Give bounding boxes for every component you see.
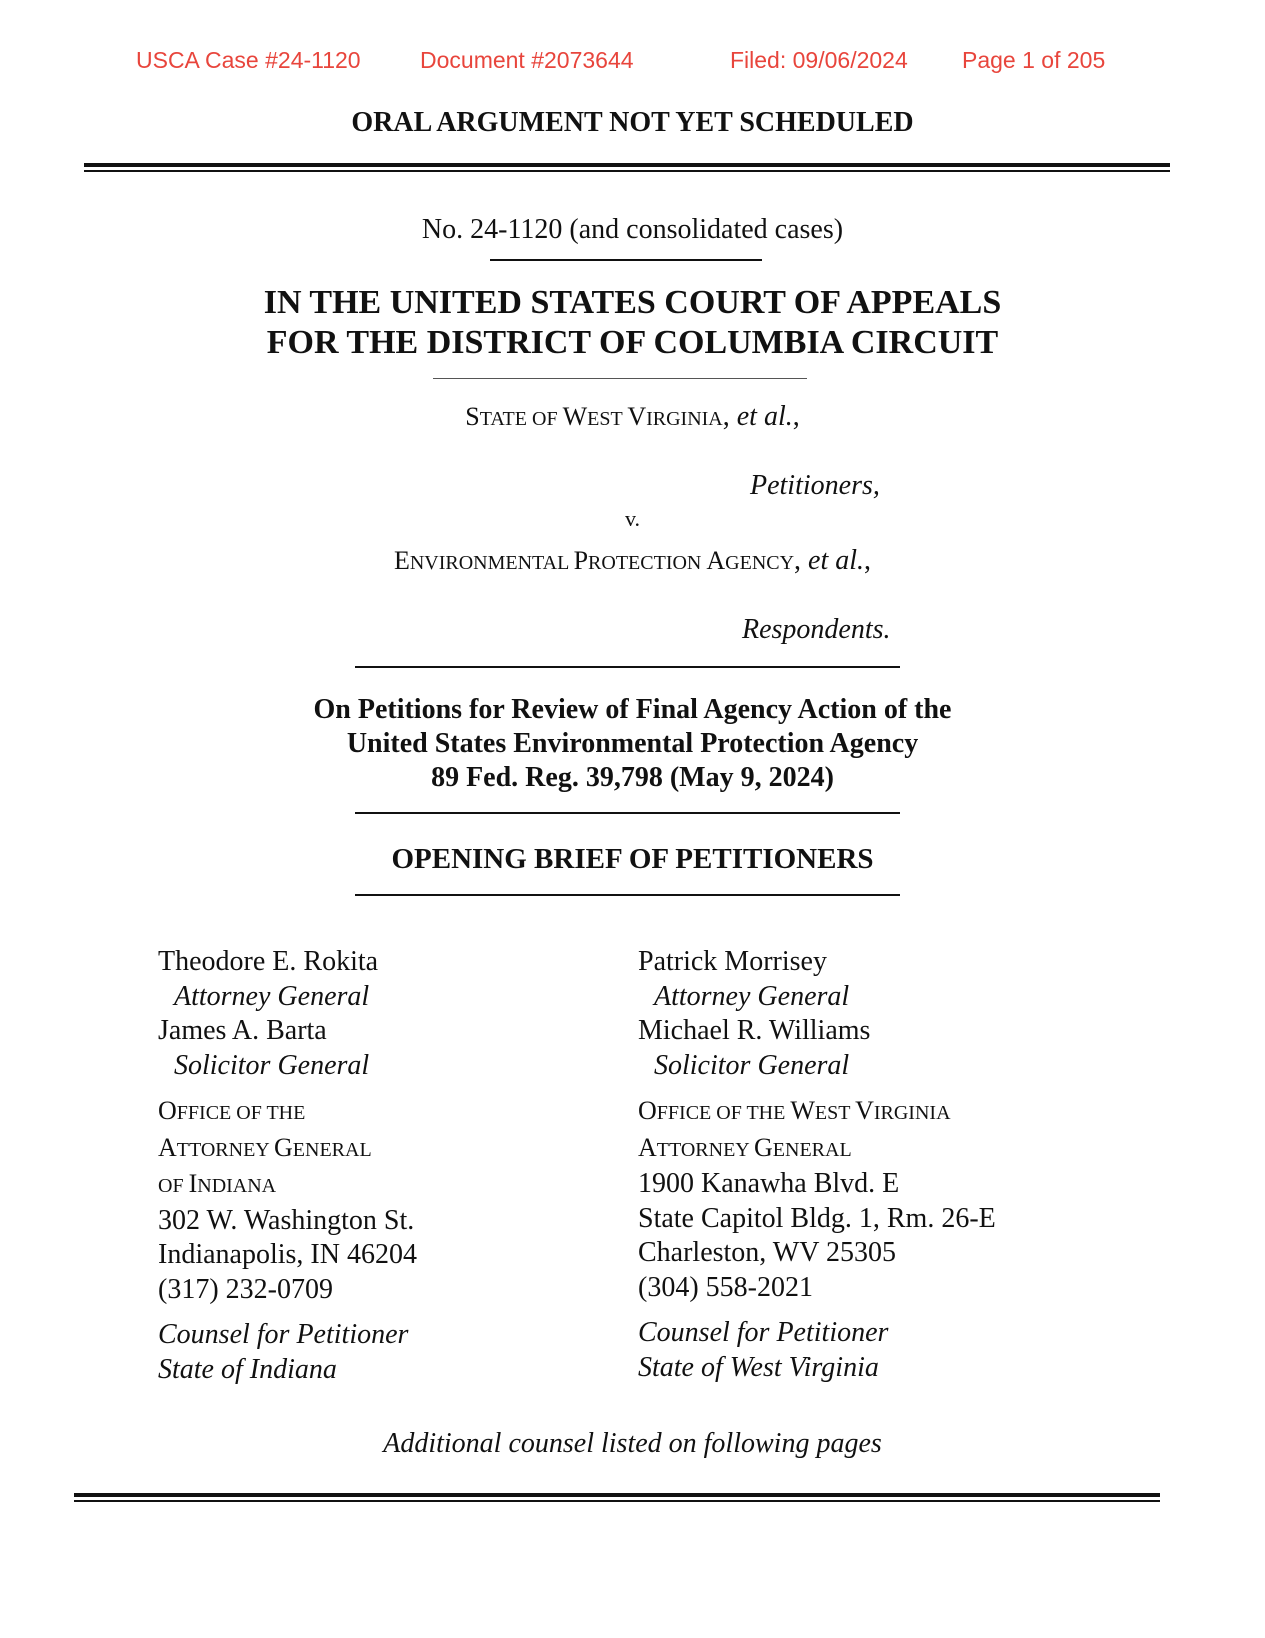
street-address: 302 W. Washington St. xyxy=(158,1204,415,1236)
street-address: 1900 Kanawha Blvd. E xyxy=(638,1168,900,1199)
counsel-name: Patrick Morrisey xyxy=(638,946,827,977)
counsel-title: Attorney General xyxy=(174,980,370,1012)
counsel-role: Counsel for Petitioner xyxy=(638,1317,889,1348)
ecf-page-count: Page 1 of 205 xyxy=(962,47,1106,73)
counsel-role-state: State of West Virginia xyxy=(638,1351,879,1383)
office-line: ATTORNEY GENERAL xyxy=(158,1132,372,1162)
counsel-indiana xyxy=(158,945,417,1387)
respondents-label: Respondents. xyxy=(742,614,891,645)
building-address: State Capitol Bldg. 1, Rm. 26-E xyxy=(638,1202,996,1234)
counsel-name: Michael R. Williams xyxy=(638,1015,871,1046)
brief-title-rule xyxy=(355,894,900,896)
office-line: OFFICE OF THE WEST VIRGINIA xyxy=(638,1096,951,1125)
petition-line-2: United States Environmental Protection Agency xyxy=(346,728,919,759)
office-line: OFFICE OF THE xyxy=(158,1096,306,1125)
counsel-title: Solicitor General xyxy=(654,1049,850,1081)
brief-title: OPENING BRIEF OF PETITIONERS xyxy=(391,843,874,875)
counsel-name: Theodore E. Rokita xyxy=(158,946,379,977)
petitioner-party: STATE OF WEST VIRGINIA, et al., xyxy=(465,401,800,432)
counsel-role-state: State of Indiana xyxy=(158,1353,337,1385)
parties-rule xyxy=(355,666,900,668)
petition-line-3: 89 Fed. Reg. 39,798 (May 9, 2024) xyxy=(431,762,834,793)
oral-argument-notice: ORAL ARGUMENT NOT YET SCHEDULED xyxy=(351,107,914,138)
case-number-rule xyxy=(490,259,762,261)
court-name xyxy=(0,283,1265,363)
phone-number: (304) 558-2021 xyxy=(638,1271,813,1303)
bottom-double-rule xyxy=(74,1493,1160,1502)
petitioners-label: Petitioners, xyxy=(750,470,880,501)
city-address: Charleston, WV 25305 xyxy=(638,1237,896,1268)
counsel-name: James A. Barta xyxy=(158,1015,327,1046)
ecf-document-number: Document #2073644 xyxy=(420,47,634,73)
additional-counsel-note: Additional counsel listed on following pages xyxy=(383,1428,882,1459)
office-line: ATTORNEY GENERAL xyxy=(638,1132,852,1162)
counsel-role: Counsel for Petitioner xyxy=(158,1319,409,1350)
city-address: Indianapolis, IN 46204 xyxy=(158,1239,417,1270)
case-number: No. 24-1120 (and consolidated cases) xyxy=(421,214,844,245)
counsel-title: Solicitor General xyxy=(174,1049,370,1081)
court-rule xyxy=(433,378,807,379)
court-line-2: FOR THE DISTRICT OF COLUMBIA CIRCUIT xyxy=(266,324,999,361)
counsel-title: Attorney General xyxy=(654,980,850,1012)
ecf-filed-date: Filed: 09/06/2024 xyxy=(730,47,908,73)
respondent-party: ENVIRONMENTAL PROTECTION AGENCY, et al., xyxy=(393,545,872,576)
office-line: OF INDIANA xyxy=(158,1169,277,1198)
petition-for-review xyxy=(0,693,1265,795)
ecf-case-number: USCA Case #24-1120 xyxy=(136,47,361,73)
petition-rule xyxy=(355,812,900,814)
top-double-rule xyxy=(84,163,1170,172)
petition-line-1: On Petitions for Review of Final Agency Action of the xyxy=(313,694,952,725)
court-line-1: IN THE UNITED STATES COURT OF APPEALS xyxy=(263,284,1002,321)
counsel-west-virginia xyxy=(638,945,996,1385)
versus: v. xyxy=(624,506,641,531)
phone-number: (317) 232-0709 xyxy=(158,1273,333,1305)
